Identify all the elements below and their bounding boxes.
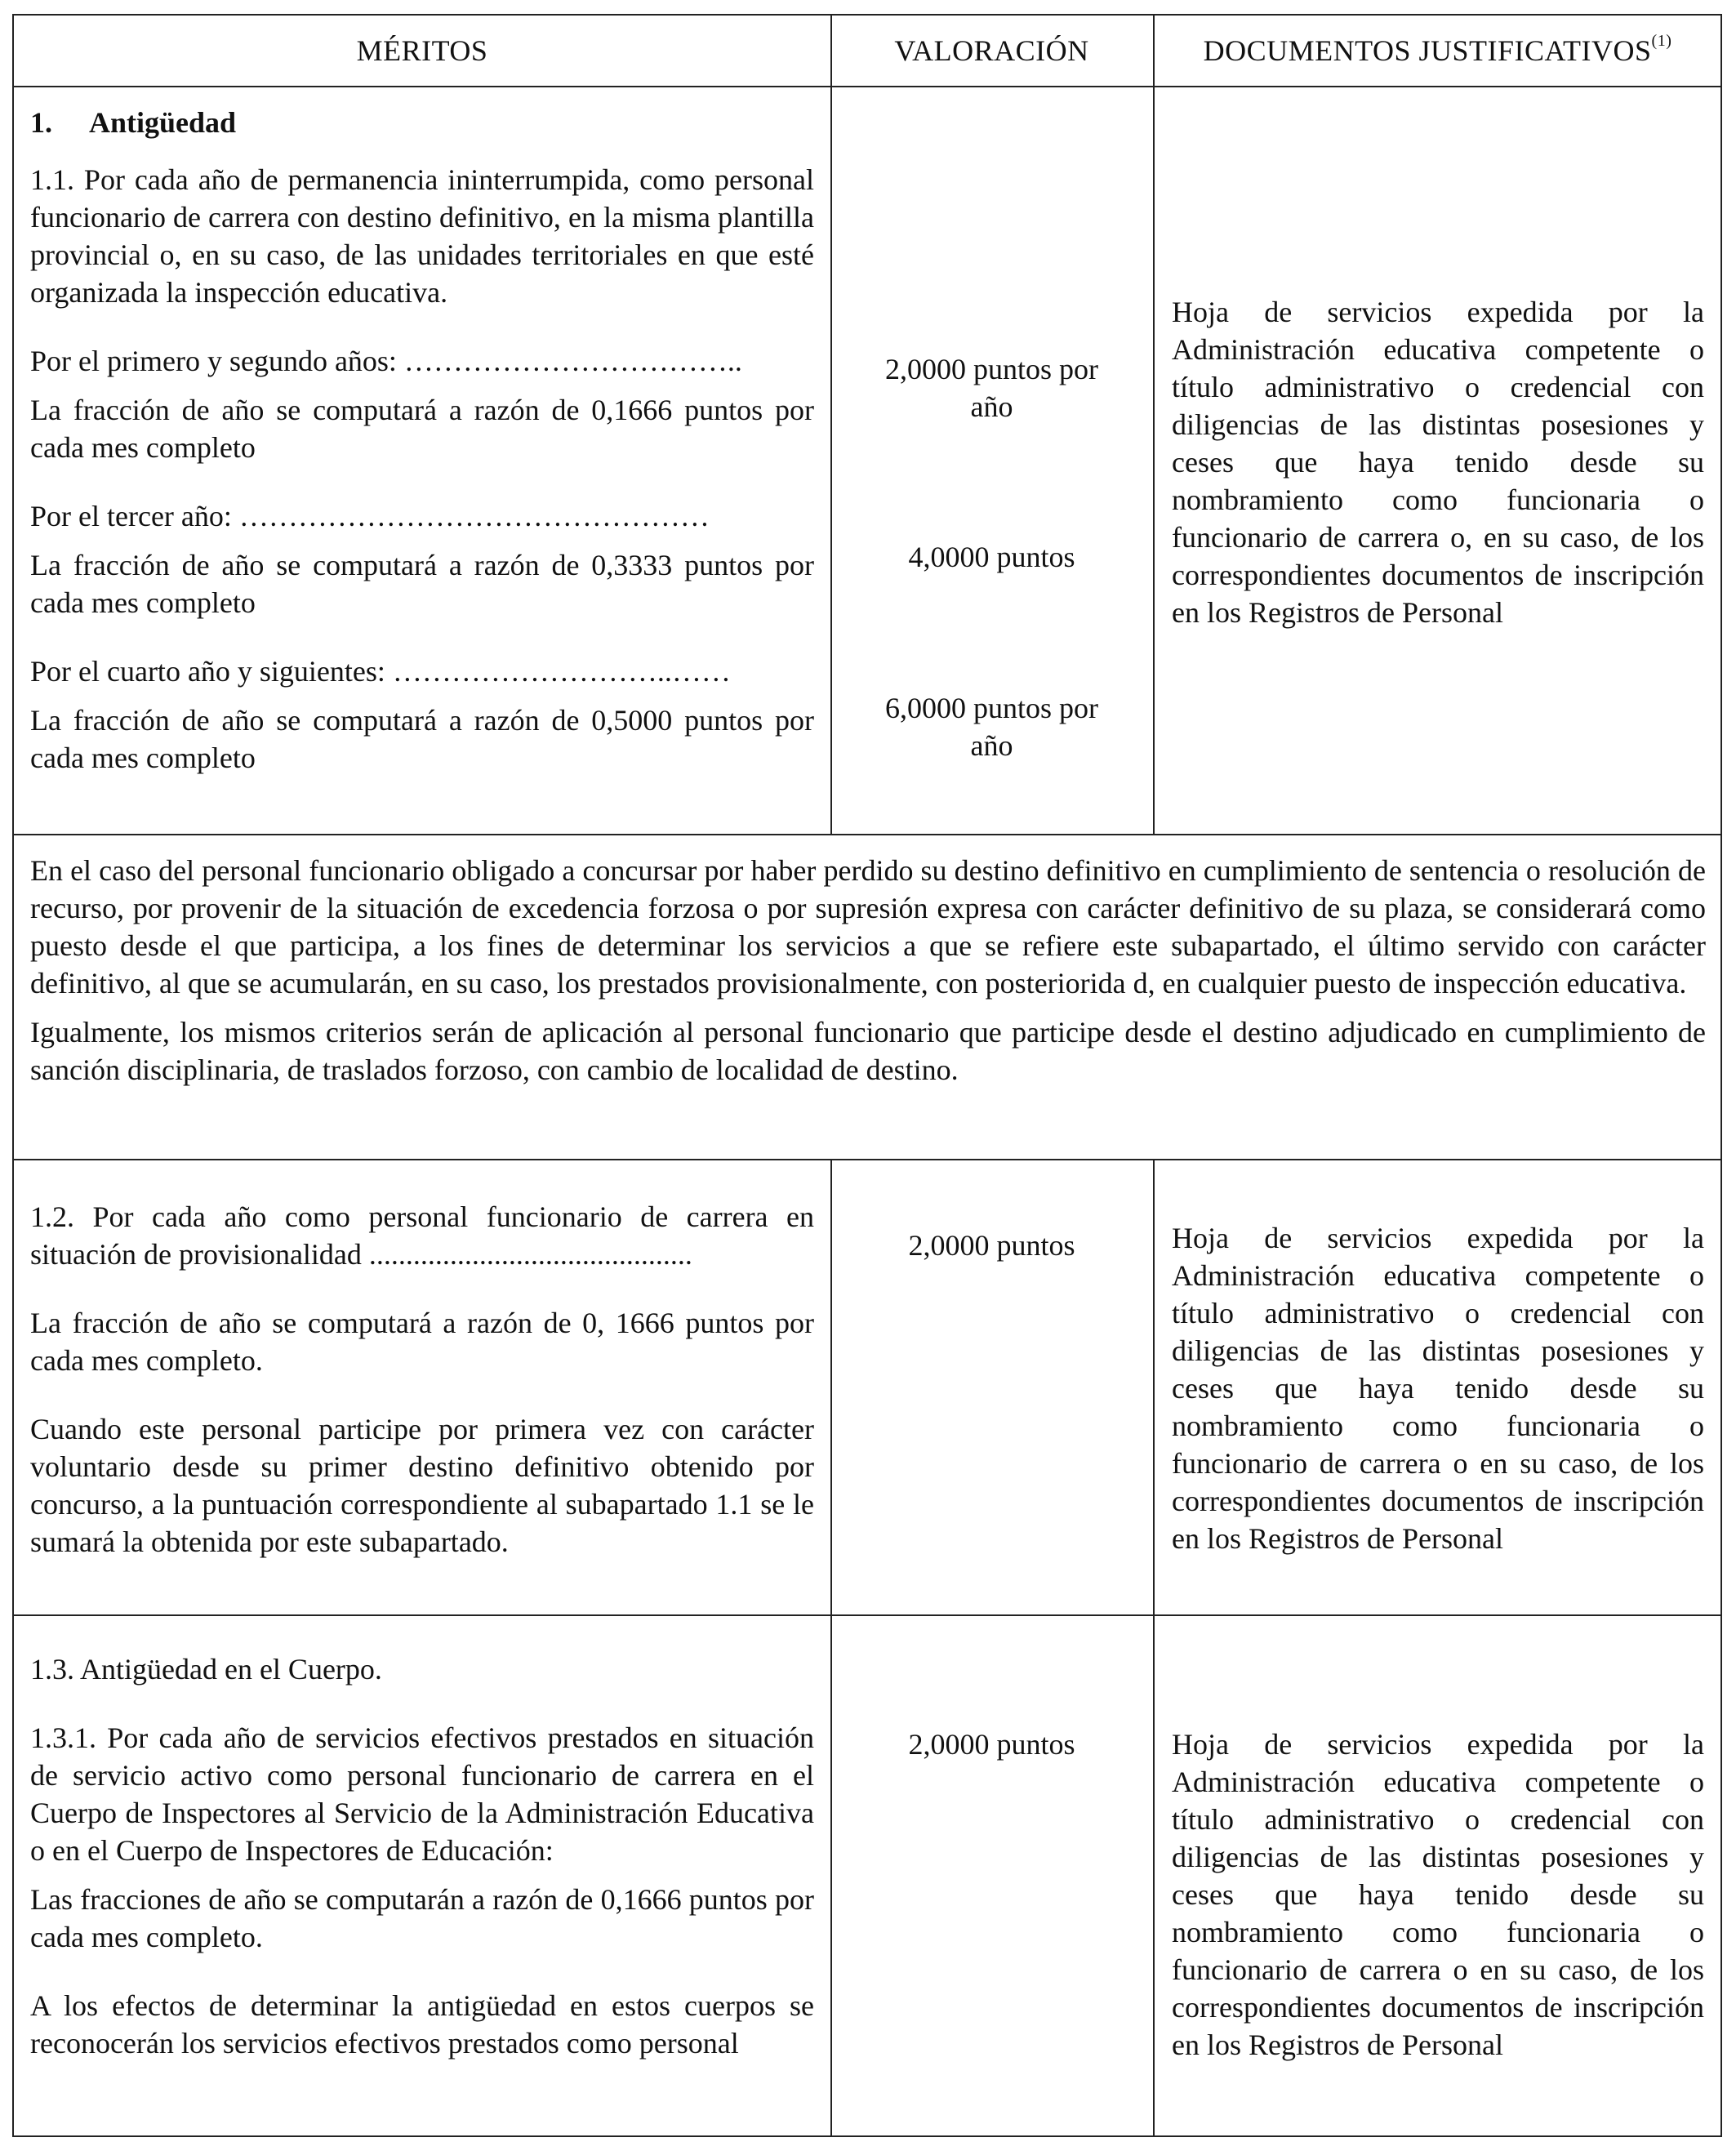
subsection-1-3-fraction: Las fracciones de año se computarán a razón de 0,1666 puntos por cada mes completo. bbox=[30, 1883, 814, 1953]
header-valoracion bbox=[830, 33, 1153, 68]
section1-2-documents bbox=[1172, 1219, 1704, 1557]
col-divider-1b bbox=[830, 1159, 832, 2137]
section1-heading bbox=[30, 104, 814, 141]
header-documentos-label: DOCUMENTOS JUSTIFICATIVOS bbox=[1203, 34, 1652, 67]
subsection-1-2-note: Cuando este personal participe por primera vez con carácter voluntario desde su primer destino definitivo obtenido por concurso, a la puntuación correspondiente al subapartado 1.1 se le sumará la obtenida por este subapartado. bbox=[30, 1413, 814, 1558]
subsection-1-3-title: 1.3. Antigüedad en el Cuerpo. bbox=[30, 1653, 382, 1686]
section1-3-documents bbox=[1172, 1726, 1704, 2064]
value-third-year bbox=[839, 538, 1145, 576]
subsection-1-3-note: A los efectos de determinar la antigüedad en estos cuerpos se reconocerán los servicios efectivos prestados como personal bbox=[30, 1989, 814, 2060]
section1-3-value bbox=[839, 1726, 1145, 1763]
subsection-1-2-text: 1.2. Por cada año como personal funcionario de carrera en situación de provisionalidad ............................................ bbox=[30, 1200, 814, 1271]
value-first-years-text: 2,0000 puntos por año bbox=[885, 353, 1098, 423]
note-paragraph-1: En el caso del personal funcionario obligado a concursar por haber perdido su destino definitivo en cumplimiento de sentencia o resolución de recurso, por provenir de la situación de excedencia forzosa o por supresión expresa con carácter definitivo de su plaza, se considerará como puesto desde el que participa, a los fines de determinar los servicios a que se refiere este subapartado, el último servido con carácter definitivo, al que se acumularán, en su caso, los prestados provisionalmente, con posteriorida d, en cualquier puesto de inspección educativa. bbox=[30, 854, 1706, 1000]
section1-documents bbox=[1172, 293, 1704, 631]
section1-meritos bbox=[30, 104, 814, 777]
section1-3-meritos bbox=[30, 1650, 814, 2062]
row-divider-3 bbox=[14, 1614, 1720, 1616]
section1-3-value-text: 2,0000 puntos bbox=[908, 1728, 1075, 1761]
value-first-years bbox=[871, 350, 1112, 425]
first-years-line: Por el primero y segundo años: …………………………….. bbox=[30, 345, 742, 377]
note-row bbox=[30, 852, 1706, 1089]
section1-2-value-text: 2,0000 puntos bbox=[908, 1229, 1075, 1262]
subsection-1-1-text: 1.1. Por cada año de permanencia ininterrumpida, como personal funcionario de carrera con destino definitivo, en la misma plantilla provincial o, en su caso, de las unidades territoriales en que esté organizada la inspección educativa. bbox=[30, 163, 814, 309]
first-years-fraction: La fracción de año se computará a razón de 0,1666 puntos por cada mes completo bbox=[30, 394, 814, 464]
col-divider-2b bbox=[1153, 1159, 1155, 2137]
col-divider-1a bbox=[830, 16, 832, 834]
header-documentos bbox=[1153, 33, 1722, 68]
header-valoracion-label: VALORACIÓN bbox=[894, 34, 1089, 67]
header-divider bbox=[14, 86, 1720, 87]
third-year-line: Por el tercer año: ………………………………………… bbox=[30, 500, 710, 532]
subsection-1-2-fraction: La fracción de año se computará a razón de 0, 1666 puntos por cada mes completo. bbox=[30, 1307, 814, 1377]
section1-3-documents-text: Hoja de servicios expedida por la Administración educativa competente o título administrativo o credencial con diligencias de las distintas posesiones y ceses que haya tenido desde su nombramiento como funcionaria o funcionario de carrera o en su caso, de los correspondientes documentos de inscripción en los Registros de Personal bbox=[1172, 1728, 1704, 2061]
col-divider-2a bbox=[1153, 16, 1155, 834]
section1-title: Antigüedad bbox=[89, 106, 237, 139]
row-divider-1 bbox=[14, 834, 1720, 835]
subsection-1-3-1-text: 1.3.1. Por cada año de servicios efectivos prestados en situación de servicio activo como personal funcionario de carrera en el Cuerpo de Inspectores al Servicio de la Administración Educativa o en el Cuerpo de Inspectores de Educación: bbox=[30, 1721, 814, 1867]
section1-2-value bbox=[839, 1227, 1145, 1264]
header-meritos-label: MÉRITOS bbox=[356, 34, 488, 67]
header-meritos bbox=[14, 33, 830, 68]
value-third-year-text: 4,0000 puntos bbox=[908, 541, 1075, 573]
third-year-fraction: La fracción de año se computará a razón de 0,3333 puntos por cada mes completo bbox=[30, 549, 814, 619]
fourth-year-fraction: La fracción de año se computará a razón de 0,5000 puntos por cada mes completo bbox=[30, 704, 814, 774]
merits-table bbox=[12, 14, 1722, 2137]
note-paragraph-2: Igualmente, los mismos criterios serán de aplicación al personal funcionario que participe desde el destino adjudicado en cumplimiento de sanción disciplinaria, de traslados forzoso, con cambio de localidad de destino. bbox=[30, 1016, 1706, 1086]
value-fourth-year-text: 6,0000 puntos por año bbox=[885, 692, 1098, 762]
section1-2-meritos bbox=[30, 1198, 814, 1561]
fourth-year-line: Por el cuarto año y siguientes: ………………………..…… bbox=[30, 655, 731, 688]
section1-2-documents-text: Hoja de servicios expedida por la Administración educativa competente o título administrativo o credencial con diligencias de las distintas posesiones y ceses que haya tenido desde su nombramiento como funcionaria o funcionario de carrera o en su caso, de los correspondientes documentos de inscripción en los Registros de Personal bbox=[1172, 1222, 1704, 1555]
section1-documents-text: Hoja de servicios expedida por la Administración educativa competente o título administrativo o credencial con diligencias de las distintas posesiones y ceses que haya tenido desde su nombramiento como funcionaria o funcionario de carrera o, en su caso, de los correspondientes documentos de inscripción en los Registros de Personal bbox=[1172, 296, 1704, 629]
row-divider-2 bbox=[14, 1159, 1720, 1160]
value-fourth-year bbox=[871, 689, 1112, 764]
section1-number: 1. bbox=[30, 106, 52, 139]
header-footnote-mark: (1) bbox=[1651, 32, 1672, 50]
